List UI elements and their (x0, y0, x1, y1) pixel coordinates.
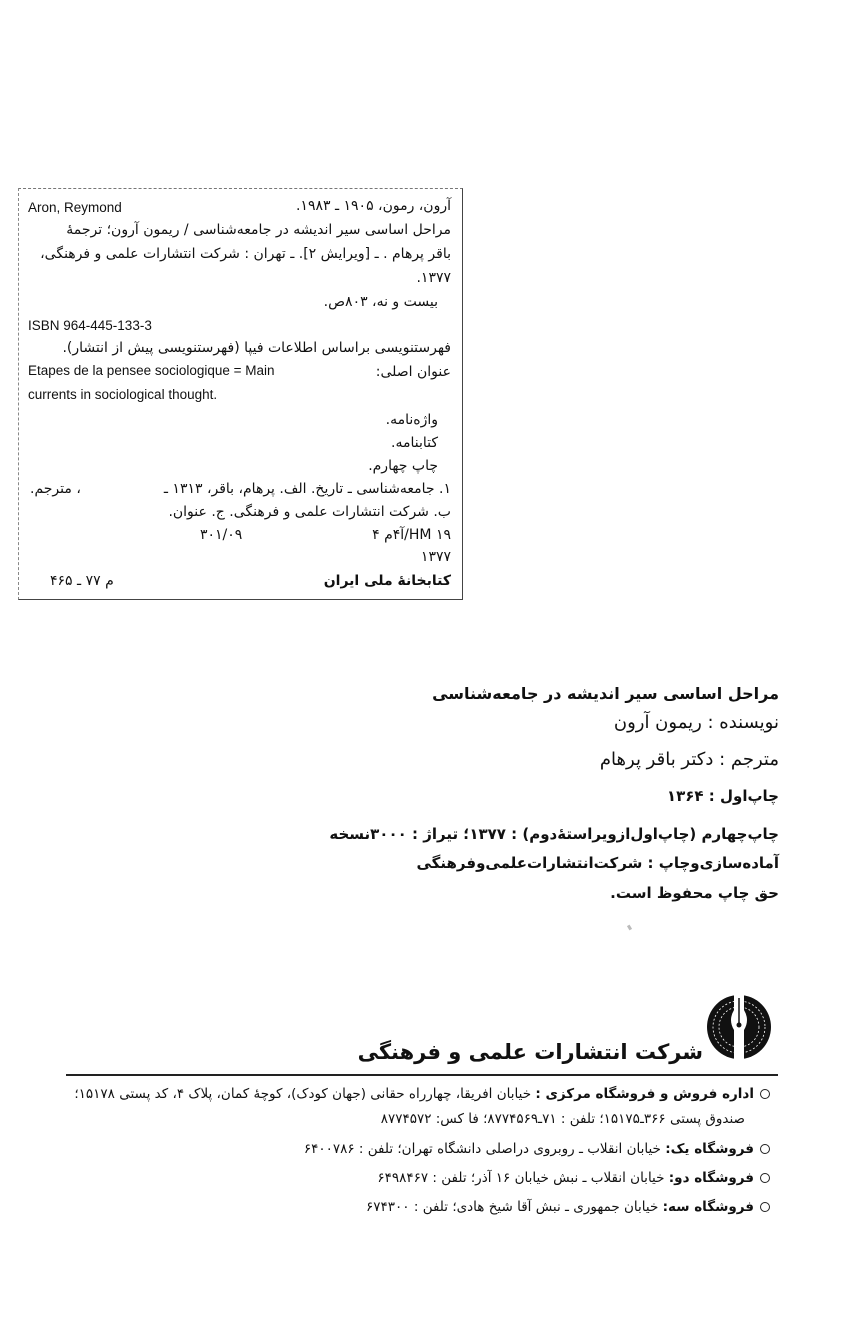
original-title-label: عنوان اصلی: (375, 364, 451, 380)
subjects-translator: ، مترجم. (30, 481, 81, 497)
call-number-dewey: ۳۰۱/۰۹ (200, 527, 243, 543)
author-latin: Aron, Reymond (28, 200, 122, 215)
isbn: ISBN 964-445-133-3 (28, 318, 152, 333)
national-library: کتابخانهٔ ملی ایران (323, 573, 451, 589)
bullet-icon (760, 1173, 770, 1183)
store-three-label: فروشگاه سه: (662, 1199, 754, 1215)
store-one-text: خیابان انقلاب ـ روبروی دراصلی دانشگاه تهران؛ تلفن : ۶۴۰۰۷۸۶ (303, 1141, 661, 1157)
original-title-line1: Etapes de la pensee sociologique = Main (28, 363, 275, 378)
subjects-line2: ب. شرکت انتشارات علمی و فرهنگی. ج. عنوان. (168, 504, 451, 520)
address-store-one (304, 1141, 770, 1157)
address-central-label: اداره فروش و فروشگاه مرکزی : (535, 1086, 754, 1102)
pen-nib-circle-logo-icon (706, 994, 772, 1060)
store-two-label: فروشگاه دو: (668, 1170, 754, 1186)
subjects-line1: ۱. جامعه‌شناسی ـ تاریخ. الف. پرهام، باقر، ۱۳۱۳ ـ (163, 481, 451, 497)
pagination: بیست و نه، ۸۰۳ص. (323, 294, 438, 310)
note-bibliography: کتابنامه. (391, 435, 438, 451)
bullet-icon (760, 1144, 770, 1154)
national-library-number: م ۷۷ ـ ۴۶۵ (50, 573, 114, 589)
imprint-translator: مترجم : دکتر باقر پرهام (599, 749, 779, 770)
title-statement-line1: مراحل اساسی سیر اندیشه در جامعه‌شناسی / ریمون آرون؛ ترجمهٔ (66, 222, 451, 238)
imprint-author: نویسنده : ریمون آرون (613, 712, 779, 733)
address-central-text: خیابان افریقا، چهارراه حقانی (جهان کودک)، کوچهٔ کمان، پلاک ۴، کد پستی ۱۵۱۷۸؛ (74, 1086, 532, 1102)
store-one-label: فروشگاه یک: (665, 1141, 754, 1157)
author-persian: آرون، رمون، ۱۹۰۵ ـ ۱۹۸۳. (295, 198, 451, 214)
address-store-three (366, 1199, 770, 1215)
note-fourth-edition: چاپ چهارم. (368, 458, 438, 474)
fipa-note: فهرستنویسی براساس اطلاعات فیپا (فهرستنویسی پیش از انتشار). (62, 340, 451, 356)
title-statement-line2: باقر پرهام . ـ [ویرایش ۲]. ـ تهران : شرکت انتشارات علمی و فرهنگی، (40, 246, 451, 262)
original-title-line2: currents in sociological thought. (28, 387, 218, 402)
title-statement-line3: ۱۳۷۷. (416, 270, 451, 286)
address-store-two (377, 1170, 770, 1186)
address-central-line2: صندوق پستی ۳۶۶ـ۱۵۱۷۵؛ تلفن : ۷۱ـ۸۷۷۴۵۶۹؛ فا کس: ۸۷۷۴۵۷۲ (380, 1111, 745, 1127)
call-year: ۱۳۷۷ (420, 549, 451, 565)
imprint-rights: حق چاپ محفوظ است. (610, 884, 779, 902)
bullet-icon (760, 1089, 770, 1099)
call-number-lc: HM ۱۹/آ۴م ۴ (372, 527, 451, 543)
address-central (74, 1086, 770, 1102)
store-two-text: خیابان انقلاب ـ نبش خیابان ۱۶ آذر؛ تلفن : ۶۴۹۸۴۶۷ (377, 1170, 665, 1186)
publisher-divider (66, 1074, 778, 1076)
imprint-fourth-edition: چاپ‌چهارم (چاپ‌اول‌از‌ویراستهٔ‌دوم) : ۱۳۷۷؛ تیراژ : ۳۰۰۰نسخه (329, 825, 779, 843)
scan-speck (627, 925, 632, 931)
store-three-text: خیابان جمهوری ـ نبش آقا شیخ هادی؛ تلفن : ۶۷۴۳۰۰ (366, 1199, 659, 1215)
publisher-name: شرکت انتشارات علمی و فرهنگی (357, 1040, 703, 1064)
imprint-first-edition: چاپ‌اول : ۱۳۶۴ (666, 787, 779, 805)
imprint-title: مراحل اساسی سیر اندیشه در جامعه‌شناسی (432, 684, 779, 703)
bullet-icon (760, 1202, 770, 1212)
note-glossary: واژه‌نامه. (385, 412, 438, 428)
imprint-preparation: آماده‌سازی‌وچاپ : شرکت‌انتشارات‌علمی‌و‌فرهنگی (416, 854, 779, 872)
